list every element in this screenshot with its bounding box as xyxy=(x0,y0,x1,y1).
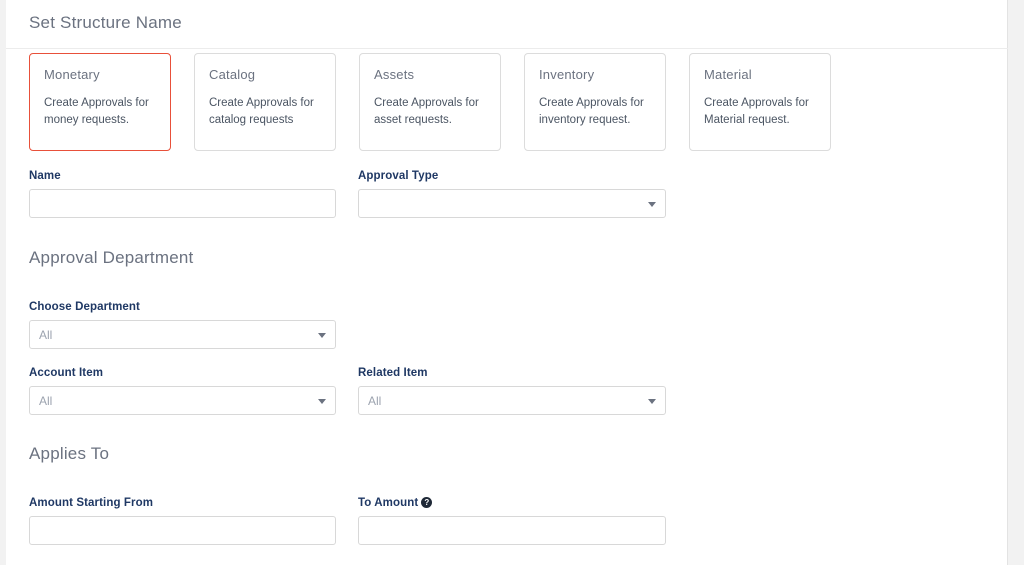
structure-card-title: Inventory xyxy=(539,67,595,82)
choose-department-value: All xyxy=(39,327,53,342)
amount-starting-from-label: Amount Starting From xyxy=(29,497,154,509)
structure-card-title: Monetary xyxy=(44,67,100,82)
to-amount-input[interactable] xyxy=(358,516,666,545)
approval-department-heading: Approval Department xyxy=(29,248,194,267)
choose-department-select[interactable] xyxy=(29,320,336,349)
structure-card-description: Create Approvals for inventory request. xyxy=(539,97,644,126)
structure-card-title: Catalog xyxy=(209,67,256,82)
to-amount-label xyxy=(358,497,432,509)
page-title: Set Structure Name xyxy=(29,13,182,32)
structure-card-description: Create Approvals for Material request. xyxy=(704,97,809,126)
chevron-down-icon xyxy=(318,399,326,404)
account-item-value: All xyxy=(39,393,53,408)
related-item-label: Related Item xyxy=(358,367,428,379)
structure-card-monetary[interactable] xyxy=(29,53,171,151)
name-label: Name xyxy=(29,170,61,182)
chevron-down-icon xyxy=(648,399,656,404)
structure-card-description: Create Approvals for asset requests. xyxy=(374,97,479,126)
to-amount-label-text: To Amount xyxy=(358,497,419,509)
choose-department-label: Choose Department xyxy=(29,301,140,313)
structure-card-material[interactable] xyxy=(689,53,831,151)
structure-card-list xyxy=(29,53,831,151)
related-item-select[interactable] xyxy=(358,386,666,415)
chevron-down-icon xyxy=(648,202,656,207)
structure-card-description: Create Approvals for money requests. xyxy=(44,97,149,126)
applies-to-heading: Applies To xyxy=(29,444,110,463)
account-item-label: Account Item xyxy=(29,367,104,379)
structure-card-description: Create Approvals for catalog requests xyxy=(209,97,314,126)
approval-type-select[interactable] xyxy=(358,189,666,218)
name-input[interactable] xyxy=(29,189,336,218)
structure-card-catalog[interactable] xyxy=(194,53,336,151)
chevron-down-icon xyxy=(318,333,326,338)
structure-card-title: Assets xyxy=(374,67,415,82)
structure-card-inventory[interactable] xyxy=(524,53,666,151)
structure-card-title: Material xyxy=(704,67,752,82)
help-icon[interactable]: ? xyxy=(421,497,432,508)
amount-starting-from-input[interactable] xyxy=(29,516,336,545)
approval-type-label: Approval Type xyxy=(358,170,439,182)
account-item-select[interactable] xyxy=(29,386,336,415)
form-panel xyxy=(6,0,1008,565)
title-divider xyxy=(6,48,1008,49)
structure-card-assets[interactable] xyxy=(359,53,501,151)
related-item-value: All xyxy=(368,393,382,408)
